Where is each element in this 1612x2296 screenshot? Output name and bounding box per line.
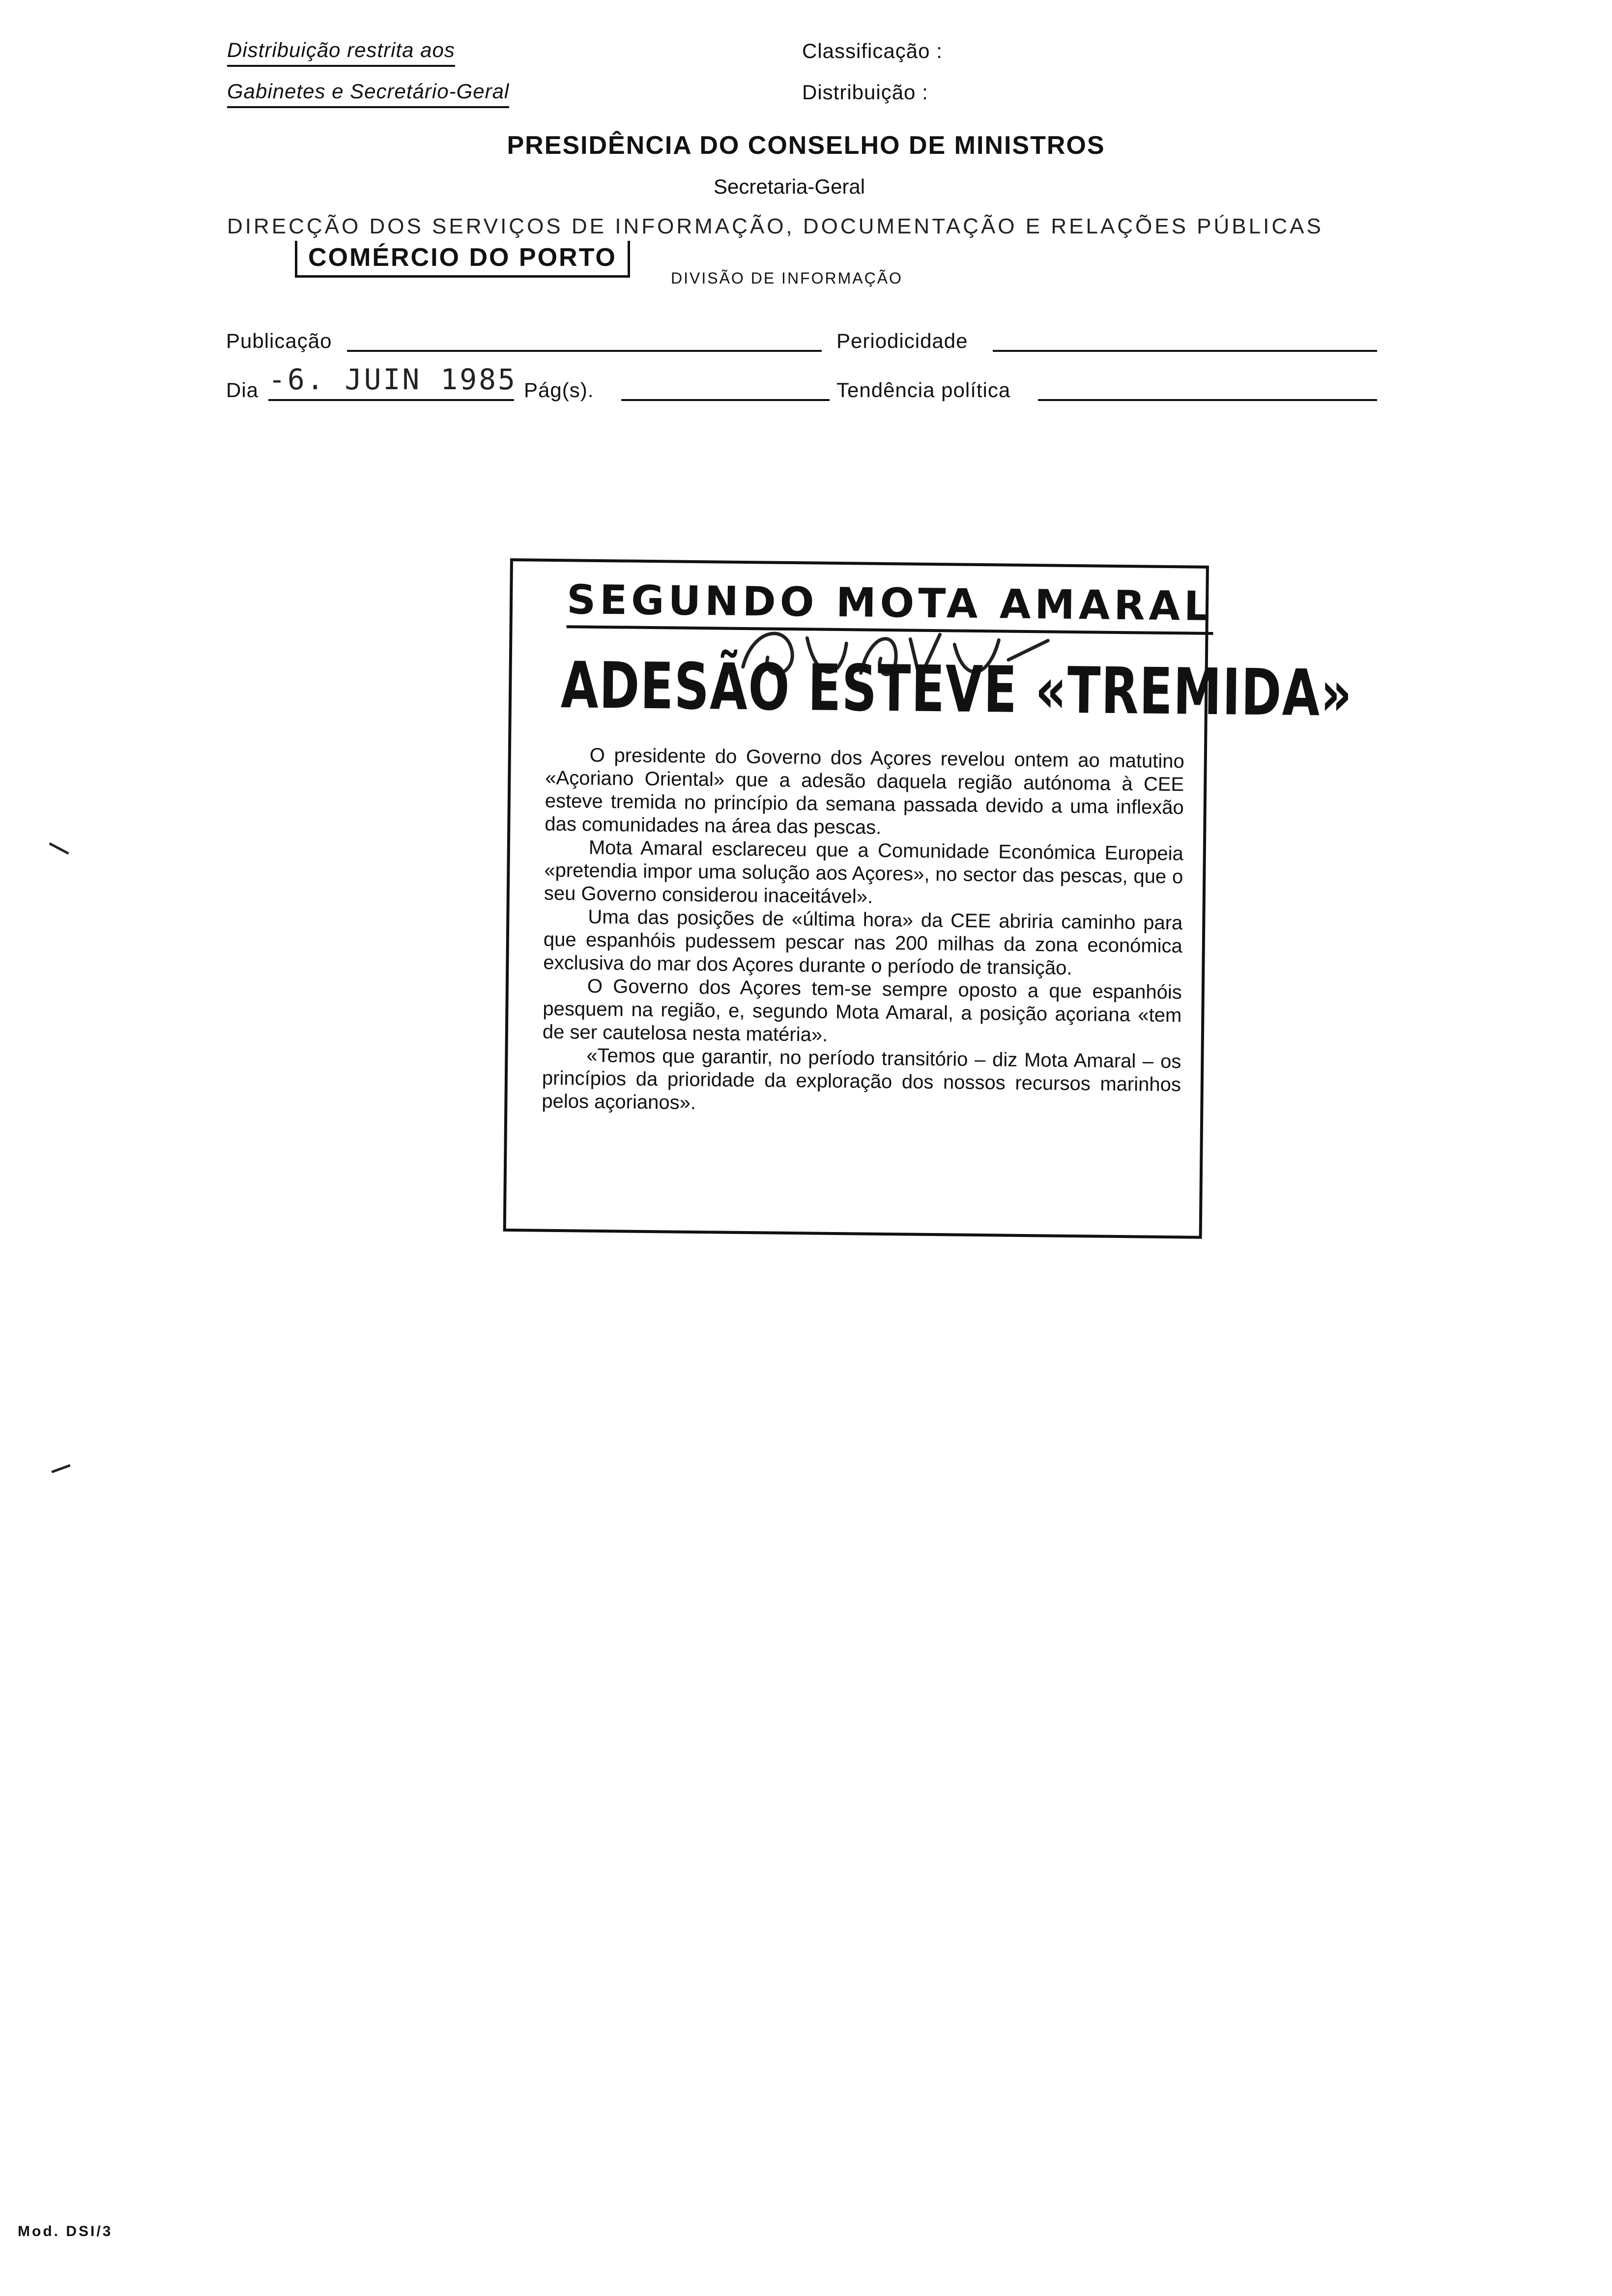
publicacao-label: Publicação [226,329,332,352]
distribution-note-line1: Distribuição restrita aos [227,38,455,67]
divisao-label: DIVISÃO DE INFORMAÇÃO [671,269,903,287]
periodicidade-label: Periodicidade [836,329,968,352]
publication-stamp: COMÉRCIO DO PORTO [295,241,630,278]
dia-label: Dia [226,378,259,402]
publicacao-field [347,350,822,352]
clipping-paragraph: Mota Amaral esclareceu que a Comunidade Económica Europeia «pretendia impor uma solução aos Açores», no sector das pescas, que o seu Governo considerou inaceitável». [544,836,1184,908]
classificacao-label: Classificação : [802,39,943,62]
clipping-headline: ADESÃO ESTEVE «TREMIDA» [560,648,1353,731]
clipping-body [542,744,1184,1120]
page-subtitle: Secretaria-Geral [714,175,865,198]
periodicidade-field [993,350,1377,352]
page-title: PRESIDÊNCIA DO CONSELHO DE MINISTROS [507,131,1105,160]
pags-label: Pág(s). [524,378,594,402]
distribution-note-line2: Gabinetes e Secretário-Geral [227,80,509,108]
scan-speck [49,842,69,855]
dia-field [268,399,514,401]
dia-value: -6. JUIN 1985 [268,363,517,396]
scan-speck [51,1464,70,1473]
direccao-line: DIRECÇÃO DOS SERVIÇOS DE INFORMAÇÃO, DOCUMENTAÇÃO E RELAÇÕES PÚBLICAS [227,214,1324,238]
clipping-paragraph: Uma das posições de «última hora» da CEE abriria caminho para que espanhóis pudessem pescar nas 200 milhas da zona económica exclusiva do mar dos Açores durante o período de transição. [543,906,1183,979]
clipping-paragraph: «Temos que garantir, no período transitório – diz Mota Amaral – os princípios da prioridade da exploração dos nossos recursos marinhos pelos açorianos». [542,1044,1181,1114]
clipping-paragraph: O presidente do Governo dos Açores revelou ontem ao matutino «Açoriano Oriental» que a adesão daquela região autónoma à CEE esteve tremida no princípio da semana passada devido a uma inflexão das comunidades na área das pescas. [545,744,1184,838]
pags-field [621,399,830,401]
tendencia-label: Tendência política [836,378,1011,402]
model-code: Mod. DSI/3 [18,2223,113,2239]
clipping-kicker: SEGUNDO MOTA AMARAL [567,576,1214,635]
newspaper-clipping [503,558,1353,1239]
clipping-paragraph: O Governo dos Açores tem-se sempre oposto a que espanhóis pesquem na região, e, segundo Mota Amaral, a posição açoriana «tem de ser cautelosa nesta matéria». [542,975,1182,1046]
tendencia-field [1038,399,1377,401]
distribuicao-label: Distribuição : [802,81,928,104]
